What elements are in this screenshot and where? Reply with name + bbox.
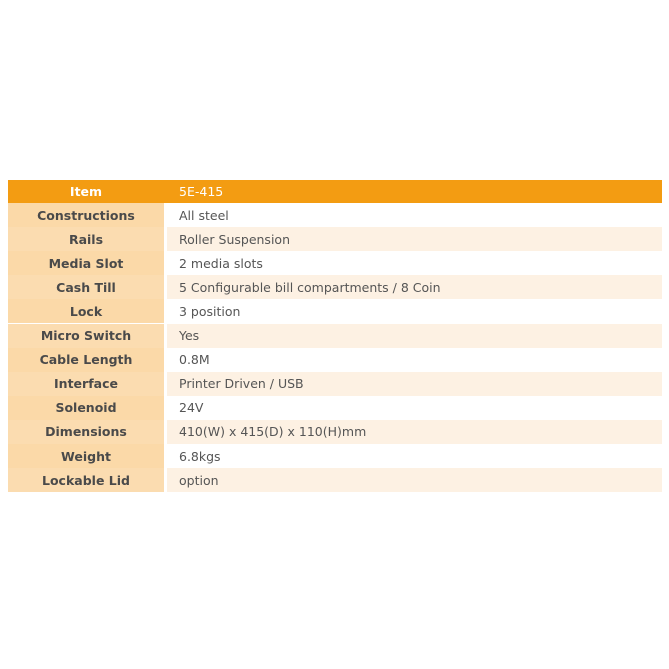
row-value: option — [167, 468, 662, 492]
row-label: Rails — [8, 227, 164, 251]
table-header-row — [8, 180, 662, 203]
table-row-constructions — [8, 203, 662, 227]
row-value: All steel — [167, 203, 662, 227]
row-value: Printer Driven / USB — [167, 372, 662, 396]
table-row-dimensions — [8, 420, 662, 444]
table-row-lockable-lid — [8, 468, 662, 492]
table-row-media-slot — [8, 251, 662, 275]
row-value: 0.8M — [167, 348, 662, 372]
row-label: Cash Till — [8, 275, 164, 299]
header-label: Item — [8, 180, 164, 203]
table-row-interface — [8, 372, 662, 396]
table-row-solenoid — [8, 396, 662, 420]
row-label: Media Slot — [8, 251, 164, 275]
table-row-cable-length — [8, 348, 662, 372]
row-value: Yes — [167, 324, 662, 348]
table-row-micro-switch — [8, 324, 662, 348]
table-row-rails — [8, 227, 662, 251]
row-value: 6.8kgs — [167, 444, 662, 468]
row-label: Cable Length — [8, 348, 164, 372]
row-value: Roller Suspension — [167, 227, 662, 251]
header-value: 5E-415 — [167, 180, 662, 203]
row-value: 2 media slots — [167, 251, 662, 275]
spec-table — [8, 180, 662, 492]
row-label: Dimensions — [8, 420, 164, 444]
table-row-weight — [8, 444, 662, 468]
table-row-lock — [8, 299, 662, 323]
row-label: Weight — [8, 444, 164, 468]
row-label: Micro Switch — [8, 324, 164, 348]
table-row-cash-till — [8, 275, 662, 299]
row-label: Interface — [8, 372, 164, 396]
row-label: Lockable Lid — [8, 468, 164, 492]
row-value: 24V — [167, 396, 662, 420]
row-value: 410(W) x 415(D) x 110(H)mm — [167, 420, 662, 444]
row-label: Solenoid — [8, 396, 164, 420]
row-label: Constructions — [8, 203, 164, 227]
row-value: 5 Configurable bill compartments / 8 Coin — [167, 275, 662, 299]
row-value: 3 position — [167, 299, 662, 323]
row-label: Lock — [8, 299, 164, 323]
